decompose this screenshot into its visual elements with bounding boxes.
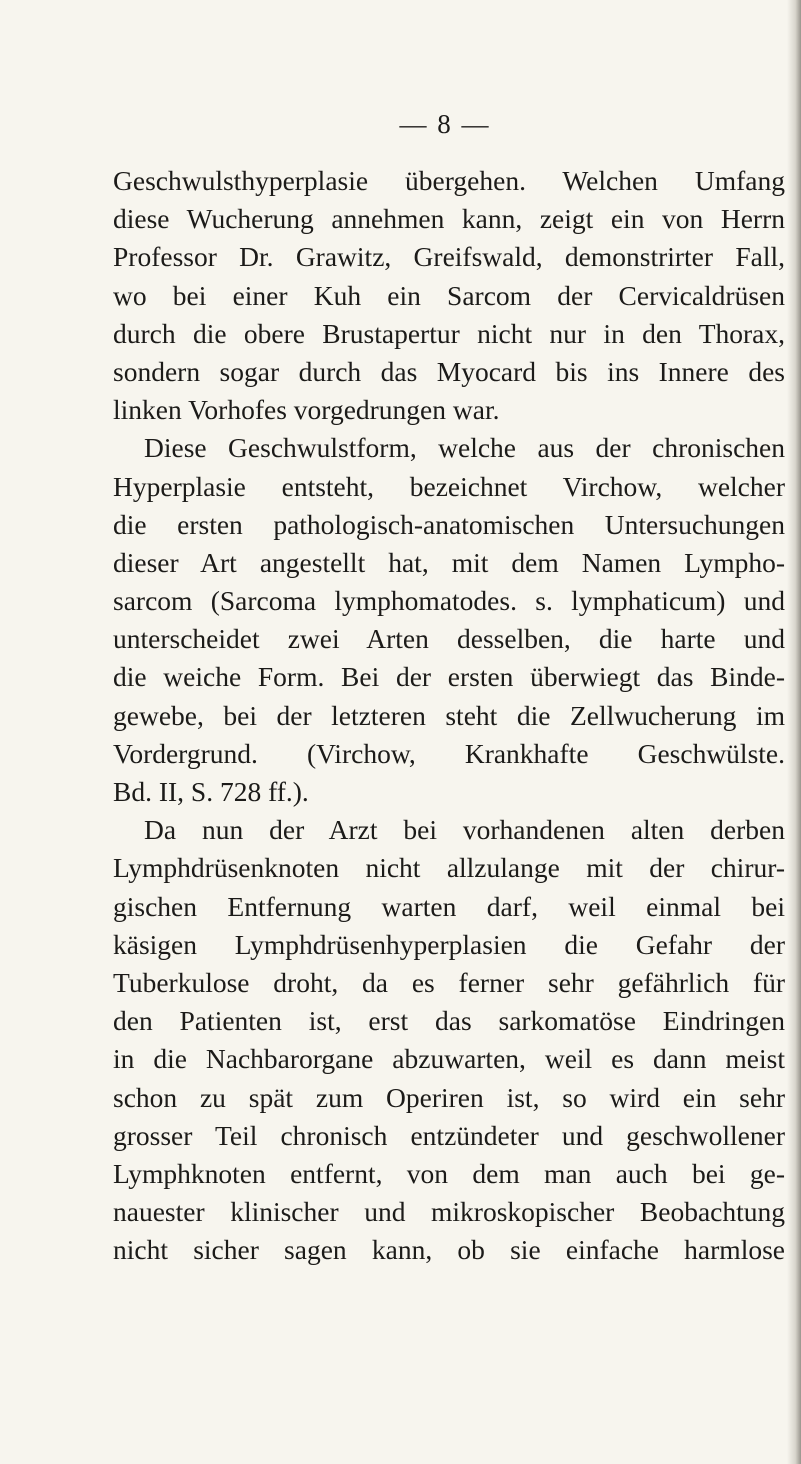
text-line: grosser Teil chronisch entzündeter und geschwollener xyxy=(113,1119,785,1151)
paragraph-start-line: Da nun der Arzt bei vorhandenen alten derben xyxy=(144,814,785,846)
text-line: sarcom (Sarcoma lymphomatodes. s. lymphaticum) und xyxy=(113,585,785,617)
text-line: den Patienten ist, erst das sarkomatöse Eindringen xyxy=(113,1005,785,1037)
text-line: nauester klinischer und mikroskopischer Beobachtung xyxy=(113,1196,785,1228)
body-text xyxy=(113,162,785,1269)
text-line: Professor Dr. Grawitz, Greifswald, demonstrirter Fall, xyxy=(113,241,785,273)
text-line: in die Nachbarorgane abzuwarten, weil es dann meist xyxy=(113,1043,785,1075)
text-line: schon zu spät zum Operiren ist, so wird ein sehr xyxy=(113,1081,785,1113)
text-line: gewebe, bei der letzteren steht die Zellwucherung im xyxy=(113,699,785,731)
paragraph-start-line: Diese Geschwulstform, welche aus der chronischen xyxy=(144,432,785,464)
text-line: Geschwulsthyperplasie übergehen. Welchen Umfang xyxy=(113,165,785,196)
text-line: unterscheidet zwei Arten desselben, die harte und xyxy=(113,623,785,655)
text-line: gischen Entfernung warten darf, weil einmal bei xyxy=(113,890,785,922)
text-line: Hyperplasie entsteht, bezeichnet Virchow, welcher xyxy=(113,470,785,502)
text-line: dieser Art angestellt hat, mit dem Namen Lympho- xyxy=(113,546,785,578)
paragraph-end-line: Bd. II, S. 728 ff.). xyxy=(113,776,309,807)
text-line: die weiche Form. Bei der ersten überwiegt das Binde- xyxy=(113,661,785,693)
text-line: die ersten pathologisch-anatomischen Untersuchungen xyxy=(113,508,785,540)
text-line: käsigen Lymphdrüsenhyperplasien die Gefahr der xyxy=(113,928,785,960)
text-line: wo bei einer Kuh ein Sarcom der Cervicaldrüsen xyxy=(113,279,785,311)
text-line: Lymphknoten entfernt, von dem man auch bei ge- xyxy=(113,1157,785,1189)
page-number: — 8 — xyxy=(399,109,491,139)
text-line: Tuberkulose droht, da es ferner sehr gefährlich für xyxy=(113,966,785,998)
text-line: Vordergrund. (Virchow, Krankhafte Geschwülste. xyxy=(113,737,785,769)
text-line: durch die obere Brustapertur nicht nur in den Thorax, xyxy=(113,317,785,349)
paragraph-end-line: linken Vorhofes vorgedrungen war. xyxy=(113,394,500,426)
text-line: Lymphdrüsenknoten nicht allzulange mit der chirur- xyxy=(113,852,785,884)
page-edge-shadow xyxy=(787,0,801,1464)
text-line: sondern sogar durch das Myocard bis ins Innere des xyxy=(113,355,785,387)
text-line: diese Wucherung annehmen kann, zeigt ein von Herrn xyxy=(113,203,785,235)
text-line: nicht sicher sagen kann, ob sie einfache harmlose xyxy=(113,1234,785,1266)
